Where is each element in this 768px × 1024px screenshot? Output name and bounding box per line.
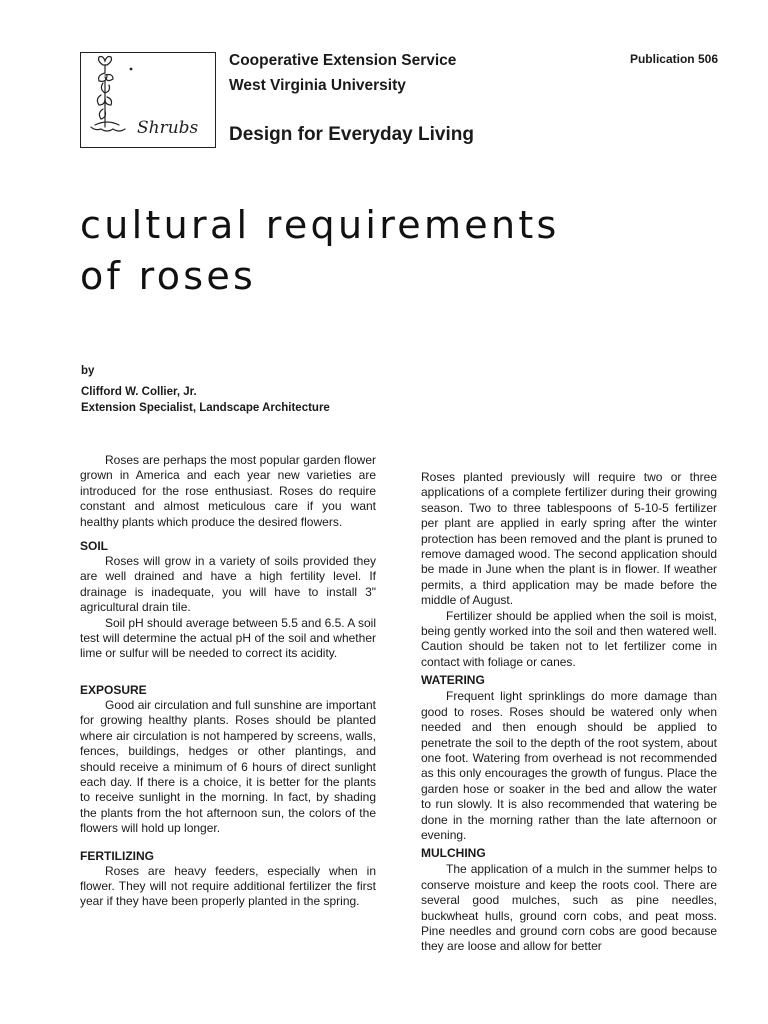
byline-by: by [81, 365, 95, 377]
shrubs-signature [81, 53, 217, 149]
author-name: Clifford W. Collier, Jr. [81, 386, 197, 398]
series-title: Design for Everyday Living [229, 124, 474, 145]
exposure-heading: EXPOSURE [80, 682, 147, 697]
byline [81, 363, 330, 416]
watering-heading: WATERING [421, 673, 485, 688]
publication-number: Publication 506 [629, 52, 718, 66]
exposure-paragraph: Good air circulation and full sunshine are important for growing healthy plants. Roses should be planted where air circulation is not hampered by screens, walls, fences, buildings, hedges or other plantings, and should receive a minimum of 6 hours of direct sunlight each day. If there is a choice, it is better for the plants to receive sunlight in the morning. In fact, by shading the plants from the hot afternoon sun, the colors of the flowers will hold up longer. [80, 697, 376, 836]
document-title [80, 200, 560, 302]
soil-paragraph-1: Roses will grow in a variety of soils provided they are well drained and have a high fertility level. If drainage is inadequate, you will have to install 3" agricultural drain tile. [80, 554, 376, 615]
soil-paragraph-2: Soil pH should average between 5.5 and 6.5. A soil test will determine the actual pH of the soil and whether lime or sulfur will be needed to correct its acidity. [80, 615, 376, 661]
publication-logo [80, 52, 216, 148]
watering-paragraph: Frequent light sprinklings do more damage than good to roses. Roses should be watered only when needed and then enough should be applied to penetrate the soil to the depth of the root system, about one foot. Watering from overhead is not recommended as this only encourages the growth of fungus. Place the garden hose or soaker in the bed and allow the water to run slowly. It is also recommended that watering be done in the morning rather than the late afternoon or evening. [421, 689, 717, 842]
right-column [421, 470, 717, 955]
author-position: Extension Specialist, Landscape Architecture [81, 402, 330, 414]
fertilizing-paragraph-2: Roses planted previously will require two or three applications of a complete fertilizer during their growing season. Two to three tablespoons of 5-10-5 fertilizer per plant are applied in early spring after the winter protection has been removed and the plant is pruned to remove damaged wood. The second application should be made in June when the plant is in flower. If weather permits, a third application may be made before the middle of August. [421, 470, 717, 608]
fertilizing-heading: FERTILIZING [80, 848, 154, 863]
fertilizing-paragraph-1: Roses are heavy feeders, especially when in flower. They will not require additional fertilizer the first year if they have been properly planted in the spring. [80, 863, 376, 909]
university-name: West Virginia University [229, 77, 406, 94]
title-line-2: of roses [80, 254, 257, 298]
mulching-heading: MULCHING [421, 846, 486, 861]
org-name: Cooperative Extension Service [229, 52, 457, 69]
left-column [80, 453, 376, 910]
svg-text:Shrubs: Shrubs [137, 118, 199, 138]
soil-heading: SOIL [80, 539, 109, 554]
intro-paragraph: Roses are perhaps the most popular garden flower grown in America and each year new varieties are introduced for the rose enthusiast. Roses do require constant and almost meticulous care if you want healthy plants which produce the desired flowers. [80, 453, 376, 529]
mulching-paragraph: The application of a mulch in the summer helps to conserve moisture and keep the roots cool. There are several good mulches, such as pine needles, buckwheat hulls, ground corn cobs, and peat moss. Pine needles and ground corn cobs are good because they are loose and allow for better [421, 862, 717, 954]
title-line-1: cultural requirements [80, 203, 560, 247]
fertilizing-paragraph-3: Fertilizer should be applied when the soil is moist, being gently worked into the soil and then watered well. Caution should be taken not to let fertilizer come in contact with foliage or canes. [421, 608, 717, 669]
